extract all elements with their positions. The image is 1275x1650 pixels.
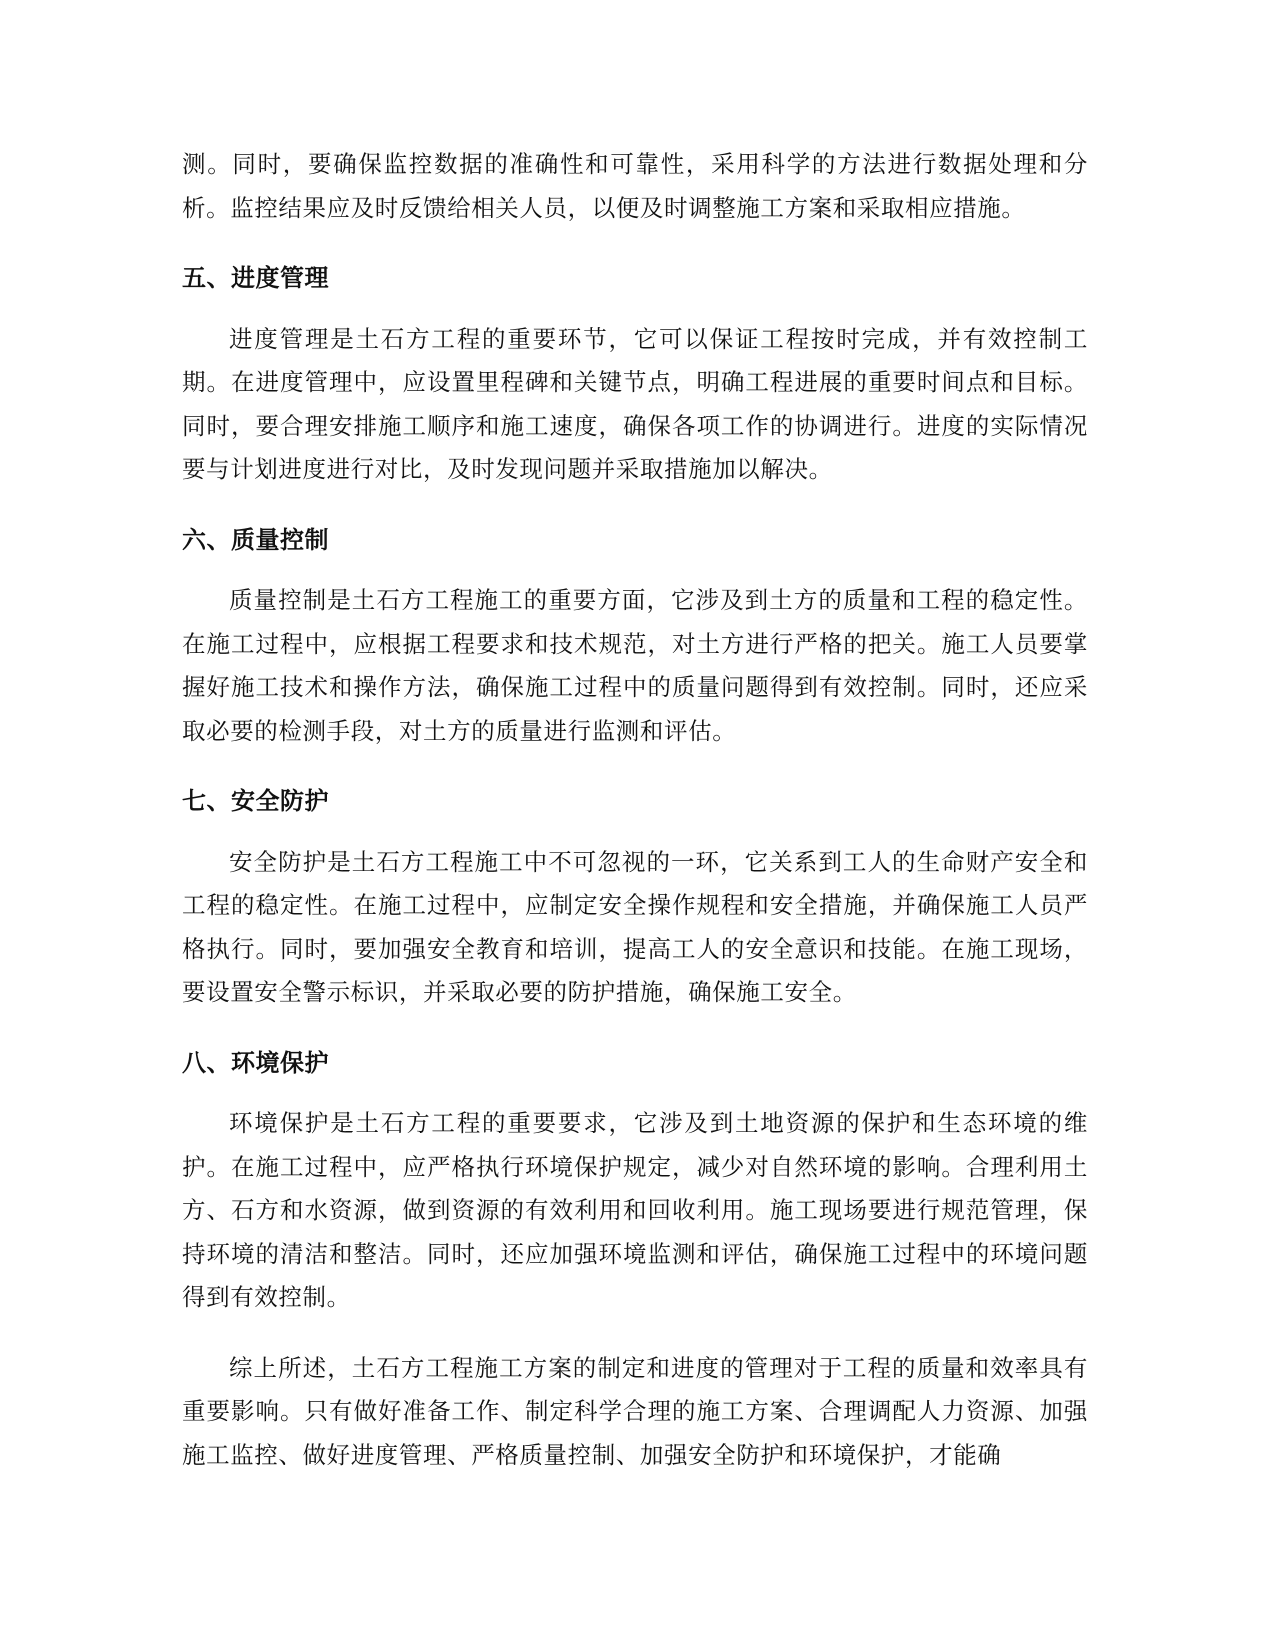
section-heading-environment: 八、环境保护: [182, 1048, 329, 1077]
section-body-progress: 进度管理是土石方工程的重要环节，它可以保证工程按时完成，并有效控制工期。在进度管理中，应设置里程碑和关键节点，明确工程进展的重要时间点和目标。同时，要合理安排施工顺序和施工速度，确保各项工作的协调进行。进度的实际情况要与计划进度进行对比，及时发现问题并采取措施加以解决。: [182, 324, 1088, 483]
spacer: [182, 562, 1088, 579]
section-body-quality: 质量控制是土石方工程施工的重要方面，它涉及到土方的质量和工程的稳定性。在施工过程中，应根据工程要求和技术规范，对土方进行严格的把关。施工人员要掌握好施工技术和操作方法，确保施工过程中的质量问题得到有效控制。同时，还应采取必要的检测手段，对土方的质量进行监测和评估。: [182, 586, 1088, 745]
spacer: [182, 492, 1088, 519]
document-body: [182, 143, 1088, 1477]
section-heading-quality: 六、质量控制: [182, 525, 329, 554]
intro-paragraph: 测。同时，要确保监控数据的准确性和可靠性，采用科学的方法进行数据处理和分析。监控结果应及时反馈给相关人员，以便及时调整施工方案和采取相应措施。: [182, 150, 1088, 222]
conclusion-paragraph: 综上所述，土石方工程施工方案的制定和进度的管理对于工程的质量和效率具有重要影响。只有做好准备工作、制定科学合理的施工方案、合理调配人力资源、加强施工监控、做好进度管理、严格质量控制、加强安全防护和环境保护，才能确: [182, 1353, 1088, 1469]
spacer: [182, 824, 1088, 841]
section-body-safety: 安全防护是土石方工程施工中不可忽视的一环，它关系到工人的生命财产安全和工程的稳定性。在施工过程中，应制定安全操作规程和安全措施，并确保施工人员严格执行。同时，要加强安全教育和培训，提高工人的安全意识和技能。在施工现场，要设置安全警示标识，并采取必要的防护措施，确保施工安全。: [182, 847, 1088, 1006]
section-heading-progress: 五、进度管理: [182, 264, 329, 292]
section-heading-safety: 七、安全防护: [182, 787, 329, 815]
section-body-environment: 环境保护是土石方工程的重要要求，它涉及到土地资源的保护和生态环境的维护。在施工过程中，应严格执行环境保护规定，减少对自然环境的影响。合理利用土方、石方和水资源，做到资源的有效利用和回收利用。施工现场要进行规范管理，保持环境的清洁和整洁。同时，还应加强环境监测和评估，确保施工过程中的环境问题得到有效控制。: [182, 1109, 1088, 1311]
spacer: [182, 230, 1088, 257]
spacer: [182, 1320, 1088, 1347]
spacer: [182, 301, 1088, 318]
spacer: [182, 1015, 1088, 1042]
spacer: [182, 1085, 1088, 1102]
spacer: [182, 753, 1088, 780]
